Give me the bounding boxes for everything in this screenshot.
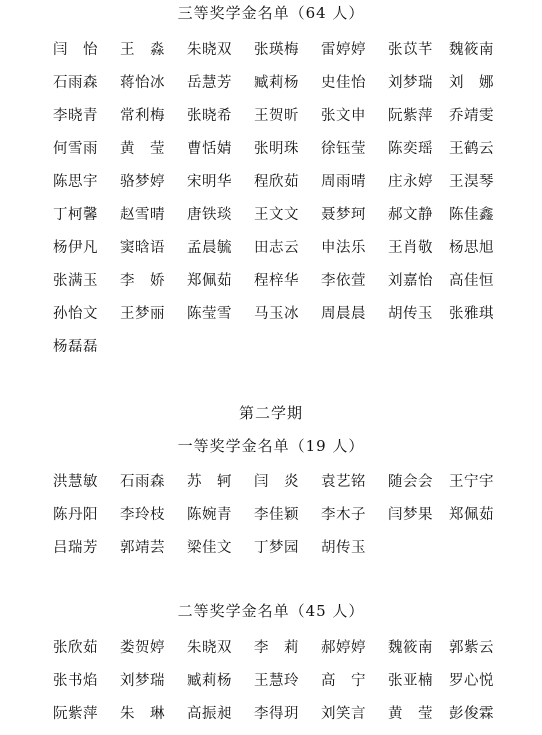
awardee-name: 郝文静	[388, 207, 433, 223]
awardee-name: 杨思旭	[449, 240, 494, 256]
awardee-name: 宋明华	[187, 174, 232, 190]
name-row	[0, 335, 542, 368]
name-row	[0, 470, 542, 503]
awardee-name: 张苡芊	[388, 42, 433, 58]
awardee-name: 吕瑞芳	[53, 540, 98, 556]
awardee-name: 曹恬婧	[187, 141, 232, 157]
awardee-name: 刘笑言	[321, 706, 366, 722]
awardee-name: 张明珠	[254, 141, 299, 157]
awardee-name: 田志云	[254, 240, 299, 256]
awardee-name: 闫 怡	[53, 42, 98, 58]
awardee-name: 周雨晴	[321, 174, 366, 190]
awardee-name: 徐钰莹	[321, 141, 366, 157]
awardee-name: 窦晗语	[120, 240, 165, 256]
awardee-name: 臧莉杨	[187, 673, 232, 689]
awardee-name: 随会会	[388, 474, 433, 490]
name-row	[0, 503, 542, 536]
awardee-name: 黄 莹	[120, 141, 165, 157]
awardee-name: 刘梦瑞	[120, 673, 165, 689]
awardee-name: 申法乐	[321, 240, 366, 256]
awardee-name: 郑佩茹	[449, 507, 494, 523]
awardee-name: 李晓青	[53, 108, 98, 124]
awardee-name: 张亚楠	[388, 673, 433, 689]
name-row	[0, 104, 542, 137]
awardee-name: 刘嘉怡	[388, 273, 433, 289]
awardee-name: 魏筱南	[388, 640, 433, 656]
awardee-name: 张晓希	[187, 108, 232, 124]
awardee-name: 胡传玉	[388, 306, 433, 322]
awardee-name: 臧莉杨	[254, 75, 299, 91]
awardee-name: 王文文	[254, 207, 299, 223]
awardee-name: 袁艺铭	[321, 474, 366, 490]
awardee-name: 闫 炎	[254, 474, 299, 490]
section-title-second-class: 二等奖学金名单（45 人）	[177, 602, 365, 620]
awardee-name: 郝婷婷	[321, 640, 366, 656]
awardee-name: 石雨森	[120, 474, 165, 490]
awardee-name: 杨磊磊	[53, 339, 98, 355]
awardee-name: 胡传玉	[321, 540, 366, 556]
awardee-name: 郭紫云	[449, 640, 494, 656]
awardee-name: 王淏琴	[449, 174, 494, 190]
awardee-name: 常利梅	[120, 108, 165, 124]
awardee-name: 张满玉	[53, 273, 98, 289]
awardee-name: 李 莉	[254, 640, 299, 656]
awardee-name: 程梓华	[254, 273, 299, 289]
awardee-name: 石雨森	[53, 75, 98, 91]
awardee-name: 史佳怡	[321, 75, 366, 91]
awardee-name: 何雪雨	[53, 141, 98, 157]
awardee-name: 张雅琪	[449, 306, 494, 322]
awardee-name: 陈奕瑶	[388, 141, 433, 157]
awardee-name: 高佳恒	[449, 273, 494, 289]
awardee-name: 朱 琳	[120, 706, 165, 722]
awardee-name: 张书焰	[53, 673, 98, 689]
name-grid-first-class	[0, 470, 542, 569]
awardee-name: 李佳颖	[254, 507, 299, 523]
name-row	[0, 137, 542, 170]
awardee-name: 罗心悦	[449, 673, 494, 689]
awardee-name: 陈丹阳	[53, 507, 98, 523]
name-grid-second-class	[0, 636, 542, 735]
awardee-name: 陈佳鑫	[449, 207, 494, 223]
awardee-name: 王梦丽	[120, 306, 165, 322]
awardee-name: 王鹤云	[449, 141, 494, 157]
awardee-name: 梁佳文	[187, 540, 232, 556]
awardee-name: 高振昶	[187, 706, 232, 722]
awardee-name: 李 娇	[120, 273, 165, 289]
awardee-name: 阮紫萍	[388, 108, 433, 124]
section-title-first-class: 一等奖学金名单（19 人）	[177, 437, 365, 455]
name-row	[0, 702, 542, 735]
awardee-name: 李依萱	[321, 273, 366, 289]
name-row	[0, 669, 542, 702]
awardee-name: 程欣茹	[254, 174, 299, 190]
name-row	[0, 302, 542, 335]
awardee-name: 黄 莹	[388, 706, 433, 722]
awardee-name: 王贺昕	[254, 108, 299, 124]
awardee-name: 娄贺婷	[120, 640, 165, 656]
awardee-name: 丁柯馨	[53, 207, 98, 223]
term-heading: 第二学期	[238, 404, 303, 422]
awardee-name: 聂梦珂	[321, 207, 366, 223]
name-row	[0, 636, 542, 669]
name-row	[0, 170, 542, 203]
awardee-name: 刘 娜	[449, 75, 494, 91]
name-row	[0, 269, 542, 302]
awardee-name: 朱晓双	[187, 42, 232, 58]
awardee-name: 马玉冰	[254, 306, 299, 322]
awardee-name: 阮紫萍	[53, 706, 98, 722]
awardee-name: 王肖敬	[388, 240, 433, 256]
awardee-name: 李玲枝	[120, 507, 165, 523]
awardee-name: 赵雪晴	[120, 207, 165, 223]
name-grid-third-class	[0, 38, 542, 368]
awardee-name: 孙怡文	[53, 306, 98, 322]
awardee-name: 张文申	[321, 108, 366, 124]
awardee-name: 骆梦婷	[120, 174, 165, 190]
awardee-name: 乔靖雯	[449, 108, 494, 124]
awardee-name: 王慧玲	[254, 673, 299, 689]
awardee-name: 彭俊霖	[449, 706, 494, 722]
name-row	[0, 236, 542, 269]
awardee-name: 孟晨毓	[187, 240, 232, 256]
awardee-name: 岳慧芳	[187, 75, 232, 91]
awardee-name: 郭靖芸	[120, 540, 165, 556]
awardee-name: 李木子	[321, 507, 366, 523]
awardee-name: 陈思宇	[53, 174, 98, 190]
awardee-name: 庄永婷	[388, 174, 433, 190]
name-row	[0, 71, 542, 104]
awardee-name: 郑佩茹	[187, 273, 232, 289]
awardee-name: 高 宁	[321, 673, 366, 689]
awardee-name: 李得玥	[254, 706, 299, 722]
awardee-name: 王 淼	[120, 42, 165, 58]
awardee-name: 唐铁琰	[187, 207, 232, 223]
awardee-name: 蒋怡冰	[120, 75, 165, 91]
awardee-name: 张瑛梅	[254, 42, 299, 58]
name-row	[0, 38, 542, 71]
awardee-name: 杨伊凡	[53, 240, 98, 256]
awardee-name: 周晨晨	[321, 306, 366, 322]
awardee-name: 陈莹雪	[187, 306, 232, 322]
section-title-third-class: 三等奖学金名单（64 人）	[177, 4, 365, 22]
awardee-name: 雷婷婷	[321, 42, 366, 58]
awardee-name: 张欣茹	[53, 640, 98, 656]
awardee-name: 洪慧敏	[53, 474, 98, 490]
awardee-name: 闫梦果	[388, 507, 433, 523]
awardee-name: 陈婉青	[187, 507, 232, 523]
awardee-name: 刘梦瑞	[388, 75, 433, 91]
name-row	[0, 536, 542, 569]
awardee-name: 魏筱南	[449, 42, 494, 58]
awardee-name: 朱晓双	[187, 640, 232, 656]
awardee-name: 苏 轲	[187, 474, 232, 490]
name-row	[0, 203, 542, 236]
awardee-name: 丁梦园	[254, 540, 299, 556]
awardee-name: 王宁宇	[449, 474, 494, 490]
